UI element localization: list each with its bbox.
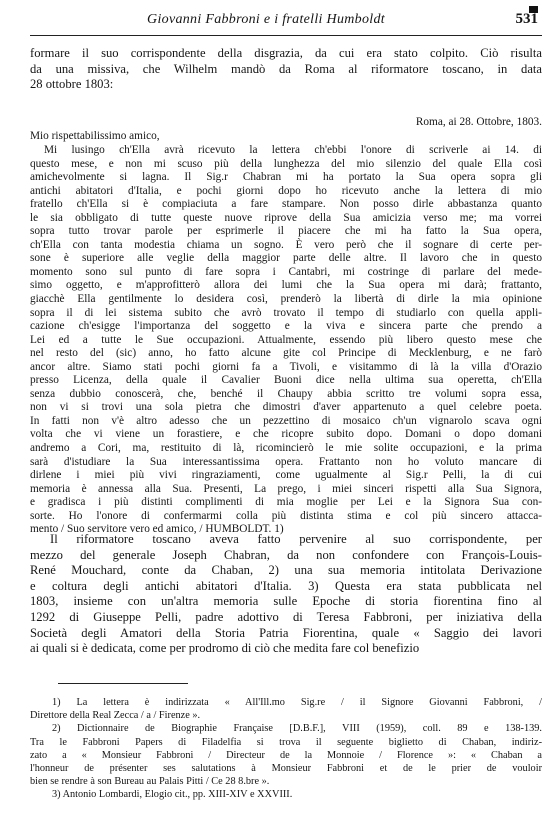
- text-line: ch'Ella con tanta modestia chiama un sogno. È vero però che il sognare di certe per-: [30, 238, 542, 251]
- text-line: 1292 di Giuseppe Pelli, padre adottivo di Teresa Fabbroni, per iniziativa della: [30, 609, 542, 624]
- intro-line: 28 ottobre 1803:: [30, 77, 114, 92]
- text-line: sone è superiore alle veglie della maggior parte delle altre. Il lavoro che in questo: [30, 252, 542, 265]
- text-line: presso Licenza, della quale il Cavalier Buoni dice nella ultima sua operetta, ch'Ella: [30, 374, 542, 387]
- intro-paragraph: [30, 46, 542, 93]
- text-line: andremo a Cori, ma, restituito di là, ricomincierò le mie solite occupazioni, e la prima: [30, 442, 542, 455]
- running-title: Giovanni Fabbroni e i fratelli Humboldt: [147, 12, 385, 27]
- text-line: 1803, insieme con un'altra memoria sulle Epoche di storia fiorentina fino al: [30, 594, 542, 609]
- text-line: nel resto del (sic) anno, ho fatto alcune gite col Principe di Mecklenburg, e ne farò: [30, 347, 542, 360]
- text-line: sorte. Ho l'onore di confermarmi colla più distinta stima e col più sincero attacca-: [30, 509, 542, 522]
- text-line: ancor altre. Siamo stati pochi giorni fa a Tivoli, e visitammo di là la villa d'Orazio: [30, 360, 542, 373]
- text-line: volta che vi viene un forastiere, e che ricopre subito dopo. Domani o dopo domani: [30, 428, 542, 441]
- text-line: e gradisca i più distinti complimenti di mia moglie per Lei e la Signora Sua con-: [30, 496, 542, 509]
- header-rule: [30, 35, 542, 36]
- letter-body: [30, 144, 542, 537]
- text-line: memoria è annessa alla Sua. Presenti, La prego, i miei sinceri rispetti alla Sua Signora,: [30, 482, 542, 495]
- text-line: ai quali si è dedicata, come per prodromo di ciò che medita fare col benefizio: [30, 641, 420, 656]
- letter-dateline: Roma, ai 28. Ottobre, 1803.: [415, 116, 542, 128]
- text-line: questo mese, e non mi scuso più della lunghezza del mio silenzio del quale Ella così: [30, 157, 542, 170]
- text-line: René Mouchard, conte da Chaban, 2) una sua memoria intitolata Derivazione: [30, 563, 542, 578]
- text-line: antichi abitatori d'Italia, e pochi giorni dopo ho ricevuto anche la lettera di mio: [30, 184, 542, 197]
- letter-salutation: Mio rispettabilissimo amico,: [30, 130, 160, 142]
- text-line: sopra il di lei sistema subito che avrò trovato il tempo di studiarlo con quella appli-: [30, 306, 542, 319]
- text-line: cazione ch'esigge l'importanza del soggetto e la viva e sincera parte che prendo a: [30, 320, 542, 333]
- text-line: sopra tutto trovar parole per esprimerle il piacere che mi ha fatto la Sua opera,: [30, 225, 542, 238]
- text-line: fratello ch'Ella si è compiaciuta a fare stampare. Non posso dirle abbastanza quanto: [30, 198, 542, 211]
- running-head: [30, 10, 542, 34]
- text-line: le sia obbligato di tutte queste nuove riprove della Sua amicizia verso me; ma vorrei: [30, 211, 542, 224]
- body-paragraph: [30, 532, 542, 657]
- text-line: In fatti non v'è altro adesso che un pezzettino di mosaico ch'un vignarolo scava ogni: [30, 414, 542, 427]
- text-line: mento / Suo servitore vero ed amico, / HUMBOLDT. 1): [30, 523, 284, 536]
- footnote-line: zato a « Monsieur Fabbroni / Directeur de la Monnoie / Florence »: « Chaban a: [30, 749, 542, 761]
- footnote-line: Direttore della Real Zecca / a / Firenze ».: [30, 710, 201, 722]
- footnote-line: bien se rendre à son Bureau au Palais Pitti / Ce 28 8.bre ».: [30, 776, 270, 788]
- text-line: Società degli Amatori della Storia Patria Fiorentina, quale « Saggio dei lavori: [30, 625, 542, 640]
- text-line: sarà d'istudiare la Sua interessantissima opera. Frattanto non ho voluto mancare di: [30, 455, 542, 468]
- text-line: Lei ed a tutte le Sue occupazioni. Attualmente, essendo più libero questo mese che: [30, 333, 542, 346]
- footnote: [30, 722, 542, 788]
- page-number: 531: [515, 11, 538, 27]
- text-line: non vi si trovi una sola pietra che dimostri d'aver appartenuto a quel celebre poeta.: [30, 401, 542, 414]
- footnote-line: l'honneur de présenter ses salutations à Monsieur Fabbroni et de le prier de vouloir: [30, 763, 542, 775]
- footnote-line: 1) La lettera è indirizzata « All'Ill.mo Sig.re / il Signore Giovanni Fabbroni, /: [52, 697, 542, 708]
- text-line: simo oggetto, e m'approfitterò allora dei lumi che la Sua opera mi darà; frattanto,: [30, 279, 542, 292]
- footnote-line: Tra le Fabbroni Papers di Filadelfia si trova il seguente biglietto di Chaban, indiriz-: [30, 736, 542, 748]
- text-line: Il riformatore toscano aveva fatto pervenire al suo corrispondente, per: [50, 532, 542, 546]
- footnote: [30, 696, 542, 722]
- footnote: [30, 788, 542, 801]
- footnotes: [30, 696, 542, 802]
- text-line: senza dubbio conoscerà, che, benché il Chaupy abbia scritto tre volumi sopra essa,: [30, 387, 542, 400]
- text-line: Mi lusingo ch'Ella avrà ricevuto la lettera ch'ebbi l'onore di scriverle ai 14. di: [44, 144, 542, 156]
- text-line: dirlene i miei più vivi ringraziamenti, come ugualmente al Sig.r Pelli, la di cui: [30, 469, 542, 482]
- text-line: e coltura degli antichi abitatori d'Italia. 3) Questa era stata pubblicata nel: [30, 578, 542, 593]
- footnote-rule: [58, 683, 188, 684]
- footnote-line: 3) Antonio Lombardi, Elogio cit., pp. XIII-XIV e XXVIII.: [52, 789, 293, 801]
- intro-line: formare il suo corrispondente della disgrazia, da cui era stato colpito. Ciò risulta: [30, 46, 542, 60]
- footnote-line: 2) Dictionnaire de Biographie Française [D.B.F.], VIII (1959), coll. 89 e 138-139.: [52, 723, 542, 735]
- text-line: momento sono sul punto di fare sopra i Cantabri, mi costringe di parlare del mede-: [30, 265, 542, 278]
- text-line: giacchè Ella gentilmente lo desidera così, prenderò la libertà di dirle la mia opinione: [30, 293, 542, 306]
- text-line: amichevolmente si lagna. Il Sig.r Chabran mi ha portato la Sua opera sopra gli: [30, 171, 542, 184]
- intro-line: da una missiva, che Wilhelm mandò da Roma al riformatore toscano, in data: [30, 61, 542, 76]
- text-line: mezzo del generale Joseph Chabran, da non confondere con François-Louis-: [30, 547, 542, 562]
